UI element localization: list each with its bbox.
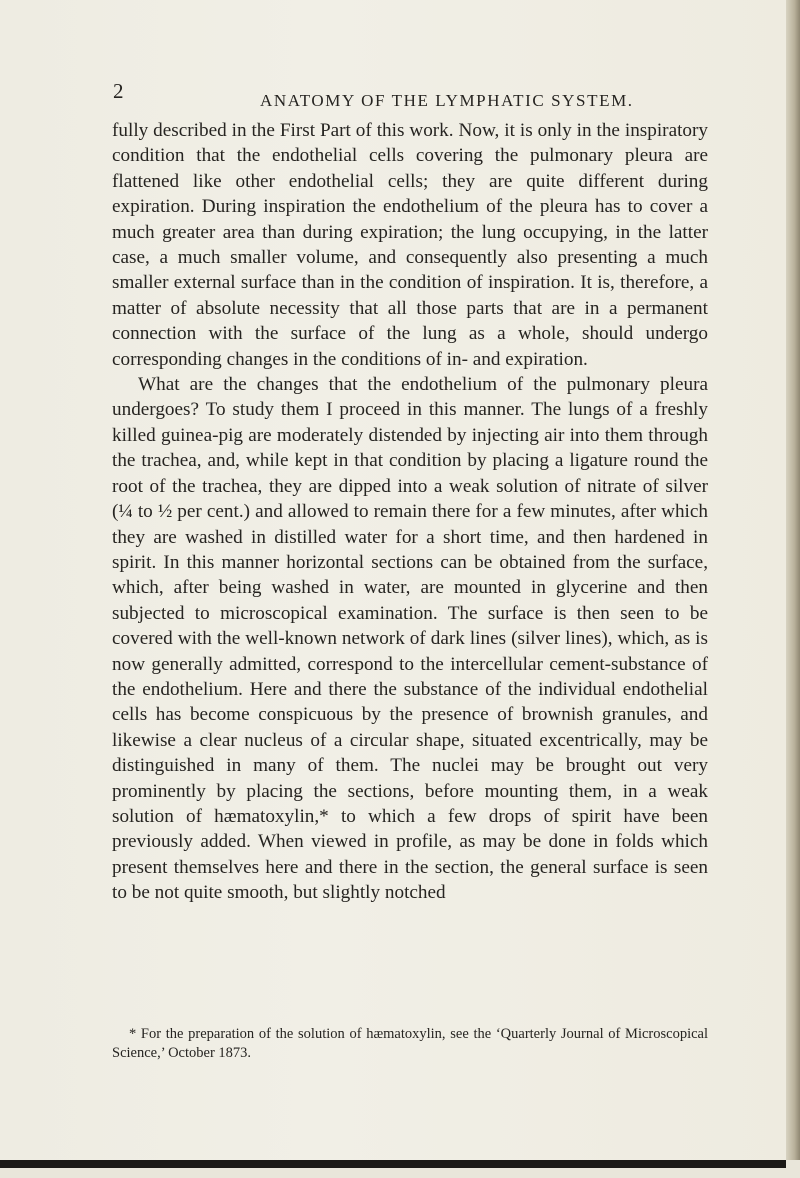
page-bottom-rule	[0, 1160, 786, 1168]
running-head: ANATOMY OF THE LYMPHATIC SYSTEM.	[260, 91, 634, 110]
page-number: 2	[113, 79, 124, 103]
footnote	[112, 1025, 708, 1063]
paragraph: What are the changes that the endothelium of the pulmonary pleura undergoes? To study them I proceed in this manner. The lungs of a freshly killed guinea-pig are moderately distended by injecting air into them through the trachea, and, while kept in that condition by placing a ligature round the root of the trachea, they are dipped into a weak solution of nitrate of silver (¼ to ½ per cent.) and allowed to remain there for a few minutes, after which they are washed in distilled water for a short time, and then hardened in spirit. In this manner horizontal sections can be obtained from the surface, which, after being washed in water, are mounted in glycerine and then subjected to microscopical examination. The surface is then seen to be covered with the well-known network of dark lines (silver lines), which, as is now generally admitted, correspond to the intercellular cement-substance of the endothelium. Here and there the substance of the individual endothelial cells has become conspicuous by the presence of brownish granules, and likewise a clear nucleus of a circular shape, situated excentrically, may be distinguished in many of them. The nuclei may be brought out very prominently by placing the sections, before mounting them, in a weak solution of hæmatoxylin,* to which a few drops of spirit have been previously added. When viewed in profile, as may be done in folds which present themselves here and there in the section, the general surface is seen to be not quite smooth, but slightly notched	[112, 374, 708, 904]
footnote-text: * For the preparation of the solution of hæmatoxylin, see the ‘Quarterly Journal of Microscopical Science,’ October 1873.	[112, 1026, 708, 1061]
page-edge-shadow	[786, 0, 800, 1178]
paragraph-continued: fully described in the First Part of this work. Now, it is only in the inspiratory condition that the endothelial cells covering the pulmonary pleura are flattened like other endothelial cells; they are quite different during expiration. During inspiration the endothelium of the pleura has to cover a much greater area than during expiration; the lung occupying, in the latter case, a much smaller volume, and consequently also presenting a much smaller external surface than in the condition of inspiration. It is, therefore, a matter of absolute necessity that all those parts that are in a permanent connection with the surface of the lung as a whole, should undergo corresponding changes in the conditions of in- and expiration.	[112, 120, 708, 370]
body-text	[112, 118, 708, 906]
